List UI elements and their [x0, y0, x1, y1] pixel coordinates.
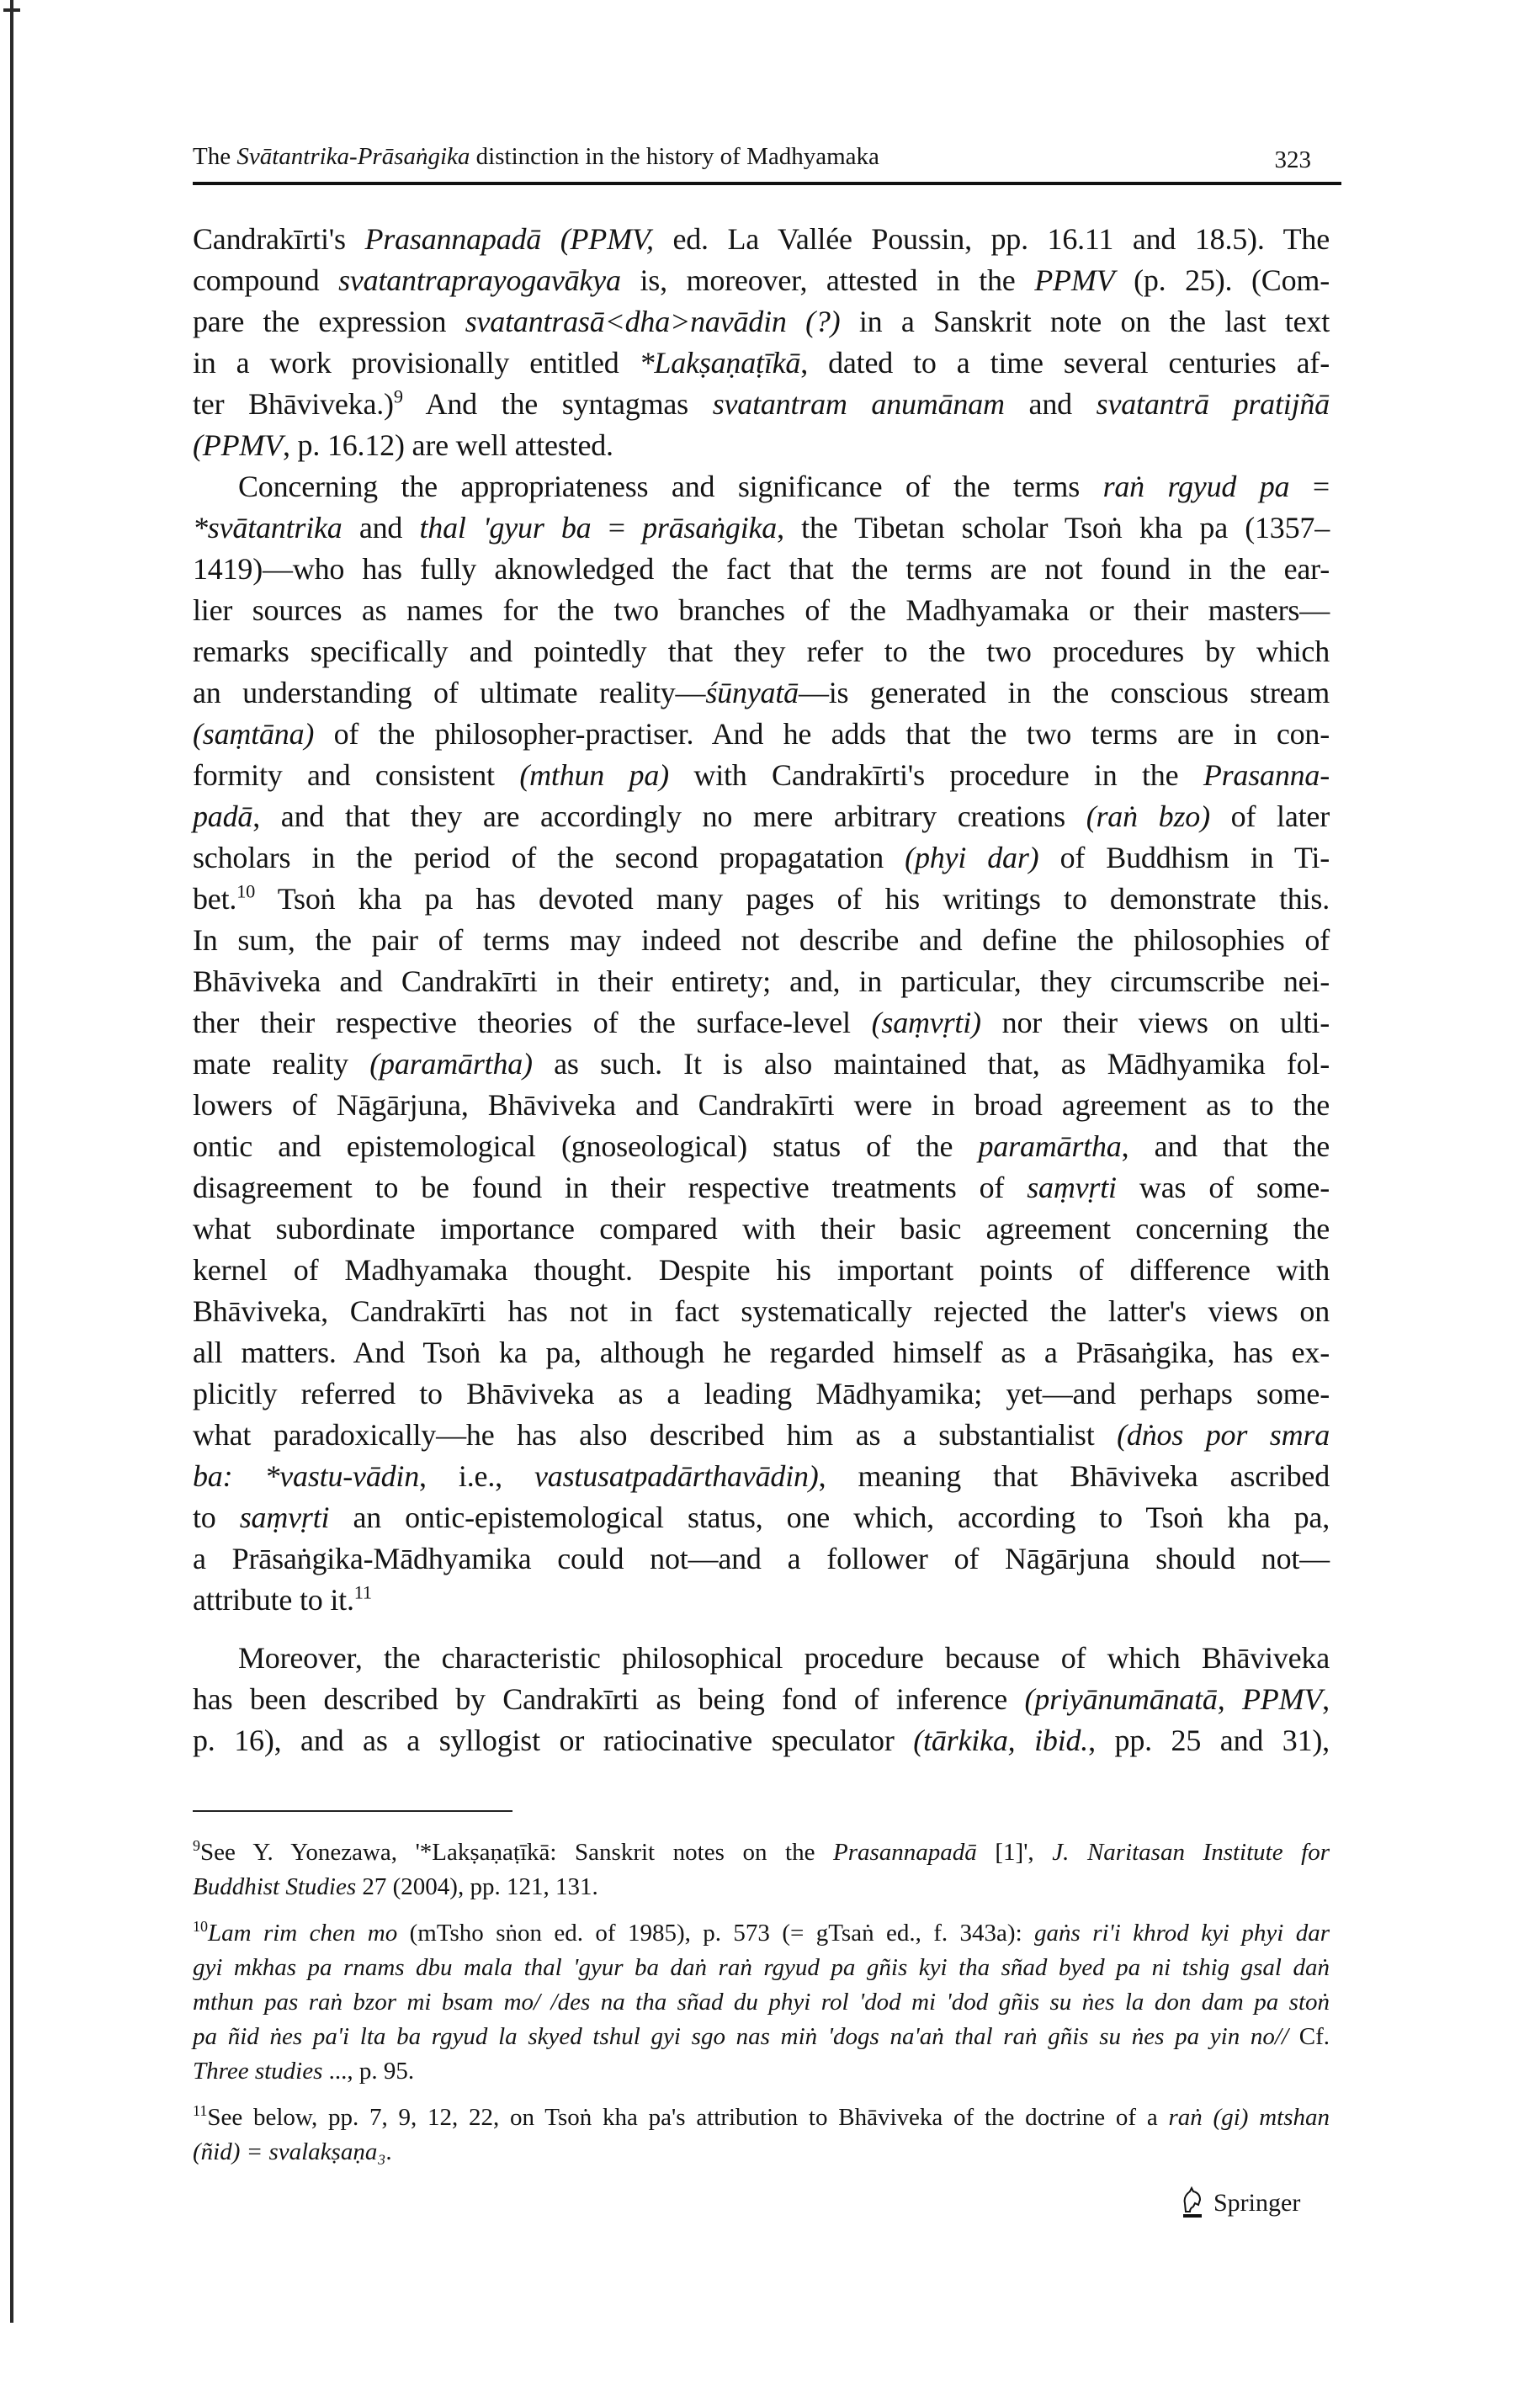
- text-line: [193, 466, 1330, 507]
- text-line: [193, 425, 1330, 466]
- text-line: [193, 879, 1330, 920]
- text-line: [193, 549, 1330, 590]
- text-run: an understanding of ultimate reality—: [193, 676, 706, 709]
- text-run: See below, pp. 7, 9, 12, 22, on Tsoṅ kha pa's attribution to Bhāviveka of the doctrine of a: [207, 2104, 1169, 2131]
- text-line: [193, 1085, 1330, 1126]
- paragraph: [193, 219, 1330, 466]
- text-line: [193, 1456, 1330, 1497]
- footnote-line: [193, 2020, 1330, 2054]
- text-run: ontic and epistemological (gnoseological) status of the: [193, 1129, 979, 1163]
- italic-text: (dṅos por smra: [1117, 1418, 1330, 1452]
- text-run: all matters. And Tsoṅ ka pa, although he regarded himself as a Prāsaṅgika, has ex-: [193, 1336, 1330, 1369]
- footnote-line: [193, 1916, 1330, 1951]
- text-line: [193, 837, 1330, 879]
- italic-text: prāsaṅgika: [642, 511, 778, 544]
- text-run: what subordinate importance compared with their basic agreement concerning the: [193, 1212, 1330, 1246]
- footnote-marker: 11: [353, 1581, 372, 1603]
- text-run: , i.e.,: [419, 1459, 535, 1493]
- text-run: , p. 16.12) are well attested.: [282, 428, 613, 462]
- paragraph: [193, 466, 1330, 1621]
- text-run: ter Bhāviveka.): [193, 387, 394, 421]
- footnote: [193, 2101, 1330, 2170]
- text-run: Moreover, the characteristic philosophical procedure because of which Bhāviveka: [238, 1641, 1330, 1675]
- text-line: [193, 1002, 1330, 1044]
- footnote: [193, 1835, 1330, 1904]
- text-run: ..., p. 95.: [322, 2058, 415, 2085]
- italic-text: Buddhist Studies: [193, 1873, 357, 1900]
- footnote: [193, 1916, 1330, 2089]
- italic-text: svatantrā pratijñā: [1096, 387, 1330, 421]
- text-run: Bhāviveka and Candrakīrti in their entirety; and, in particular, they circumscribe nei-: [193, 964, 1330, 998]
- text-line: [193, 1538, 1330, 1580]
- italic-text: ba: *vastu-vādin: [193, 1459, 420, 1493]
- text-line: [193, 961, 1330, 1002]
- text-run: p. 16), and as a syllogist or ratiocinative speculator: [193, 1724, 914, 1757]
- italic-text: vastusatpadārthavādin): [534, 1459, 819, 1493]
- italic-text: (ñid) = svalakṣaṇa₃: [193, 2138, 386, 2165]
- text-run: an ontic-epistemological status, one which, according to Tsoṅ kha pa,: [329, 1501, 1330, 1534]
- text-run: , and that the: [1121, 1129, 1330, 1163]
- text-line: [193, 1208, 1330, 1250]
- italic-text: Svātantrika-Prāsaṅgika: [236, 143, 470, 170]
- text-run: (p. 25). (Com-: [1114, 263, 1330, 297]
- text-run: is, moreover, attested in the: [620, 263, 1035, 297]
- scan-edge-artifact-top: [3, 8, 20, 12]
- text-line: [193, 796, 1330, 837]
- publisher-name: Springer: [1213, 2189, 1301, 2217]
- text-line: [193, 1720, 1330, 1761]
- text-run: remarks specifically and pointedly that they refer to the two procedures by which: [193, 635, 1330, 668]
- italic-text: (priyānumānatā, PPMV: [1024, 1682, 1323, 1716]
- italic-text: thal 'gyur ba: [419, 511, 592, 544]
- text-line: [193, 1044, 1330, 1085]
- text-line: [193, 1126, 1330, 1167]
- text-line: [193, 1497, 1330, 1538]
- text-line: [193, 755, 1330, 796]
- text-run: nor their views on ulti-: [980, 1006, 1330, 1039]
- text-run: ,: [1322, 1682, 1330, 1716]
- paragraph: [193, 1638, 1330, 1761]
- text-line: [193, 1291, 1330, 1332]
- body-text: [193, 219, 1330, 1761]
- text-run: ed. La Vallée Poussin, pp. 16.11 and 18.5). The: [653, 222, 1330, 256]
- text-run: a Prāsaṅgika-Mādhyamika could not—and a follower of Nāgārjuna should not—: [193, 1542, 1330, 1575]
- header-rule: [193, 182, 1341, 185]
- text-run: formity and consistent: [193, 758, 520, 792]
- italic-text: gyi mkhas pa rnams dbu mala thal 'gyur ba daṅ raṅ rgyud pa gñis kyi tha sñad byed pa ni tshig gsal daṅ: [193, 1954, 1330, 1981]
- italic-text: svatantram anumānam: [712, 387, 1005, 421]
- footnote-line: [193, 1870, 1330, 1904]
- footnote-marker: 11: [193, 2102, 208, 2120]
- text-line: [193, 260, 1330, 301]
- text-run: =: [1289, 470, 1330, 503]
- italic-text: svatantraprayogavākya: [338, 263, 621, 297]
- text-run: was of some-: [1116, 1171, 1330, 1204]
- italic-text: śūnyatā: [705, 676, 799, 709]
- text-run: , meaning that Bhāviveka ascribed: [818, 1459, 1330, 1493]
- text-run: .: [385, 2138, 392, 2165]
- italic-text: J. Naritasan Institute for: [1052, 1839, 1330, 1866]
- footnotes: [193, 1835, 1330, 2181]
- text-run: of Buddhism in Ti-: [1038, 841, 1330, 874]
- footnote-line: [193, 2101, 1330, 2135]
- text-line: [193, 590, 1330, 631]
- italic-text: padā: [193, 799, 253, 833]
- text-run: Concerning the appropriateness and significance of the terms: [238, 470, 1103, 503]
- text-line: [193, 301, 1330, 343]
- text-run: compound: [193, 263, 339, 297]
- footnote-line: [193, 1985, 1330, 2020]
- text-run: and: [342, 511, 420, 544]
- italic-text: (PPMV: [193, 428, 283, 462]
- italic-text: raṅ (gi) mtshan: [1168, 2104, 1330, 2131]
- text-run: , the Tibetan scholar Tsoṅ kha pa (1357–: [777, 511, 1330, 544]
- text-run: to: [193, 1501, 240, 1534]
- text-run: mate reality: [193, 1047, 370, 1081]
- text-run: 1419)—who has fully aknowledged the fact that the terms are not found in the ear-: [193, 552, 1330, 586]
- italic-text: Prasannapadā: [833, 1839, 977, 1866]
- scan-edge-artifact: [10, 0, 13, 2323]
- text-line: [193, 1250, 1330, 1291]
- page-number: 323: [1274, 146, 1311, 173]
- text-run: 27 (2004), pp. 121, 131.: [356, 1873, 598, 1900]
- text-run: as such. It is also maintained that, as Mādhyamika fol-: [532, 1047, 1330, 1081]
- footnote-marker: 10: [193, 1918, 208, 1936]
- text-run: of the philosopher-practiser. And he adds that the two terms are in con-: [314, 717, 1330, 751]
- footnote-line: [193, 2135, 1330, 2170]
- text-run: In sum, the pair of terms may indeed not describe and define the philosophies of: [193, 923, 1330, 957]
- footnote-line: [193, 1951, 1330, 1985]
- text-run: lier sources as names for the two branches of the Madhyamaka or their masters—: [193, 593, 1330, 627]
- text-line: [193, 1679, 1330, 1720]
- running-title: [193, 143, 879, 171]
- footnote-line: [193, 2054, 1330, 2089]
- text-line: [193, 343, 1330, 384]
- text-run: in a Sanskrit note on the last text: [840, 305, 1330, 338]
- text-run: Candrakīrti's: [193, 222, 365, 256]
- footnote-marker: 9: [393, 385, 403, 407]
- text-run: scholars in the period of the second propagatation: [193, 841, 905, 874]
- text-run: attribute to it.: [193, 1583, 354, 1617]
- text-run: Tsoṅ kha pa has devoted many pages of his writings to demonstrate this.: [255, 882, 1330, 916]
- text-run: kernel of Madhyamaka thought. Despite his important points of difference with: [193, 1253, 1330, 1287]
- text-run: , and that they are accordingly no mere arbitrary creations: [252, 799, 1086, 833]
- text-line: [193, 384, 1330, 425]
- text-run: , pp. 25 and 31),: [1088, 1724, 1330, 1757]
- text-run: The: [193, 143, 237, 170]
- text-line: [193, 1373, 1330, 1415]
- text-run: plicitly referred to Bhāviveka as a leading Mādhyamika; yet—and perhaps some-: [193, 1377, 1330, 1410]
- italic-text: (saṃvṛti): [871, 1006, 981, 1039]
- text-run: =: [591, 511, 643, 544]
- text-line: [193, 1167, 1330, 1208]
- text-run: And the syntagmas: [402, 387, 713, 421]
- text-run: and: [1004, 387, 1097, 421]
- text-run: [1]',: [976, 1839, 1053, 1866]
- text-run: of later: [1209, 799, 1330, 833]
- text-line: [193, 631, 1330, 672]
- running-header: [193, 143, 1330, 177]
- italic-text: gaṅs ri'i khrod kyi phyi dar: [1034, 1920, 1330, 1947]
- text-line: [193, 714, 1330, 755]
- text-line: [193, 1638, 1330, 1679]
- text-run: See Y. Yonezawa, '*Lakṣaṇaṭīkā: Sanskrit notes on the: [199, 1839, 834, 1866]
- footnote-marker: 10: [236, 880, 256, 902]
- italic-text: Prasannapadā (PPMV,: [364, 222, 654, 256]
- text-run: in a work provisionally entitled: [193, 346, 640, 380]
- italic-text: (tārkika, ibid.: [913, 1724, 1089, 1757]
- text-line: [193, 1580, 1330, 1621]
- springer-knight-icon: [1178, 2186, 1207, 2220]
- text-run: pare the expression: [193, 305, 465, 338]
- text-line: [193, 920, 1330, 961]
- italic-text: (raṅ bzo): [1086, 799, 1210, 833]
- text-run: distinction in the history of Madhyamaka: [470, 143, 879, 170]
- italic-text: saṃvṛti: [1027, 1171, 1117, 1204]
- italic-text: svatantrasā<dha>navādin (?): [465, 305, 841, 338]
- footnote-rule: [193, 1810, 512, 1812]
- italic-text: mthun pas raṅ bzor mi bsam mo/ /des na tha sñad du phyi rol 'dod mi 'dod gñis su ṅes la don dam pa stoṅ: [193, 1989, 1330, 2016]
- italic-text: Prasanna-: [1203, 758, 1330, 792]
- text-line: [193, 507, 1330, 549]
- italic-text: Lam rim chen mo: [207, 1920, 398, 1947]
- text-run: what paradoxically—he has also described him as a substantialist: [193, 1418, 1118, 1452]
- italic-text: (mthun pa): [519, 758, 669, 792]
- italic-text: *svātantrika: [193, 511, 343, 544]
- text-line: [193, 219, 1330, 260]
- publisher-logo: [1178, 2186, 1300, 2220]
- text-run: ther their respective theories of the surface-level: [193, 1006, 872, 1039]
- italic-text: (phyi dar): [905, 841, 1039, 874]
- text-run: (mTsho sṅon ed. of 1985), p. 573 (= gTsaṅ ed., f. 343a):: [397, 1920, 1035, 1947]
- italic-text: PPMV: [1034, 263, 1115, 297]
- italic-text: Three studies: [193, 2058, 323, 2085]
- italic-text: (paramārtha): [369, 1047, 533, 1081]
- text-run: disagreement to be found in their respective treatments of: [193, 1171, 1028, 1204]
- text-run: lowers of Nāgārjuna, Bhāviveka and Candrakīrti were in broad agreement as to the: [193, 1088, 1330, 1122]
- italic-text: saṃvṛti: [239, 1501, 330, 1534]
- text-run: has been described by Candrakīrti as being fond of inference: [193, 1682, 1025, 1716]
- footnote-marker: 9: [193, 1837, 200, 1855]
- italic-text: raṅ rgyud pa: [1102, 470, 1290, 503]
- text-run: , dated to a time several centuries af-: [800, 346, 1330, 380]
- text-run: with Candrakīrti's procedure in the: [668, 758, 1203, 792]
- text-run: Bhāviveka, Candrakīrti has not in fact systematically rejected the latter's views on: [193, 1294, 1330, 1328]
- footnote-line: [193, 1835, 1330, 1870]
- text-line: [193, 1332, 1330, 1373]
- text-line: [193, 1415, 1330, 1456]
- italic-text: pa ñid ṅes pa'i lta ba rgyud la skyed tshul gyi sgo nas miṅ 'dogs na'aṅ thal raṅ gñis su ṅes pa yin no//: [193, 2023, 1289, 2050]
- text-run: bet.: [193, 882, 237, 916]
- italic-text: (saṃtāna): [193, 717, 315, 751]
- italic-text: *Lakṣaṇaṭīkā: [639, 346, 801, 380]
- text-run: —is generated in the conscious stream: [798, 676, 1330, 709]
- italic-text: paramārtha: [978, 1129, 1122, 1163]
- text-run: Cf.: [1288, 2023, 1330, 2050]
- text-line: [193, 672, 1330, 714]
